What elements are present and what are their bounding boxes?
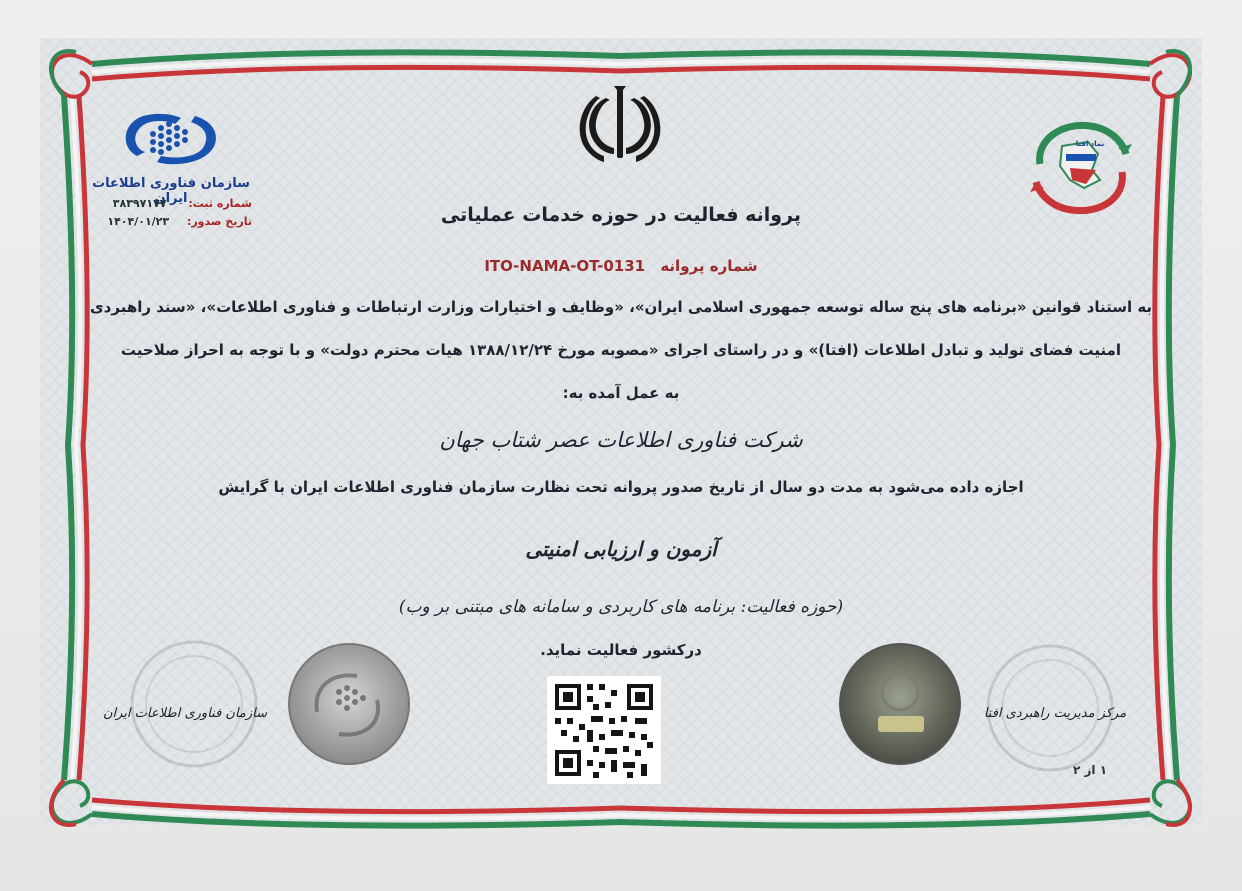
- license-label: شماره پروانه: [660, 257, 758, 275]
- closing-text: درکشور فعالیت نماید.: [540, 641, 702, 659]
- permission-text: اجازه داده می‌شود به مدت دو سال از تاریخ صدور پروانه تحت نظارت سازمان فناوری اطلاعات ایران با گرایش: [218, 478, 1024, 496]
- license-row: [0, 257, 1242, 275]
- national-emblem-icon: [574, 82, 666, 168]
- afta-hologram-seal-icon: [838, 642, 962, 766]
- afta-logo-icon: [1026, 120, 1136, 216]
- left-emboss-seal-icon: [124, 634, 264, 774]
- body-line-3: به عمل آمده به:: [562, 384, 680, 402]
- right-signature-label: مرکز مدیریت راهبردی افتا: [983, 706, 1127, 721]
- license-number: ITO-NAMA-OT-0131: [484, 257, 646, 275]
- issuer-name: سازمان فناوری اطلاعات ایران: [92, 176, 250, 206]
- certificate-title: پروانه فعالیت در حوزه خدمات عملیاتی: [440, 204, 802, 226]
- page-indicator: ۱ از ۲: [1072, 763, 1108, 777]
- registration-label: شماره ثبت:: [188, 197, 252, 210]
- issue-date-label: تاریخ صدور:: [186, 215, 252, 228]
- activity-scope: (حوزه فعالیت: برنامه های کاربردی و سامانه های مبتنی بر وب): [398, 597, 844, 617]
- company-name: شرکت فناوری اطلاعات عصر شتاب جهان: [439, 428, 803, 452]
- verification-qr-code[interactable]: [547, 676, 661, 784]
- afta-logo-text: نماد افتا: [1075, 140, 1105, 148]
- ito-hologram-seal-icon: [287, 642, 411, 766]
- left-signature-label: سازمان فناوری اطلاعات ایران: [102, 706, 268, 721]
- registration-number: ۳۸۳۹۷۱۷۷: [112, 197, 167, 210]
- body-line-2: امنیت فضای تولید و تبادل اطلاعات (افتا)» و در راستای اجرای «مصوبه مورخ ۱۳۸۸/۱۲/۲۴ هیات محترم دولت» و با توجه به احراز صلاحیت: [120, 341, 1122, 359]
- specialty: آزمون و ارزیابی امنیتی: [525, 537, 717, 561]
- body-line-1: به استناد قوانین «برنامه های پنج ساله توسعه جمهوری اسلامی ایران»، «وظایف و اختیارات وزارت ارتباطات و فناوری اطلاعات»، «سند راهبردی: [89, 298, 1153, 316]
- ito-logo-icon: [117, 104, 221, 170]
- issue-date: ۱۴۰۴/۰۱/۲۳: [107, 215, 170, 228]
